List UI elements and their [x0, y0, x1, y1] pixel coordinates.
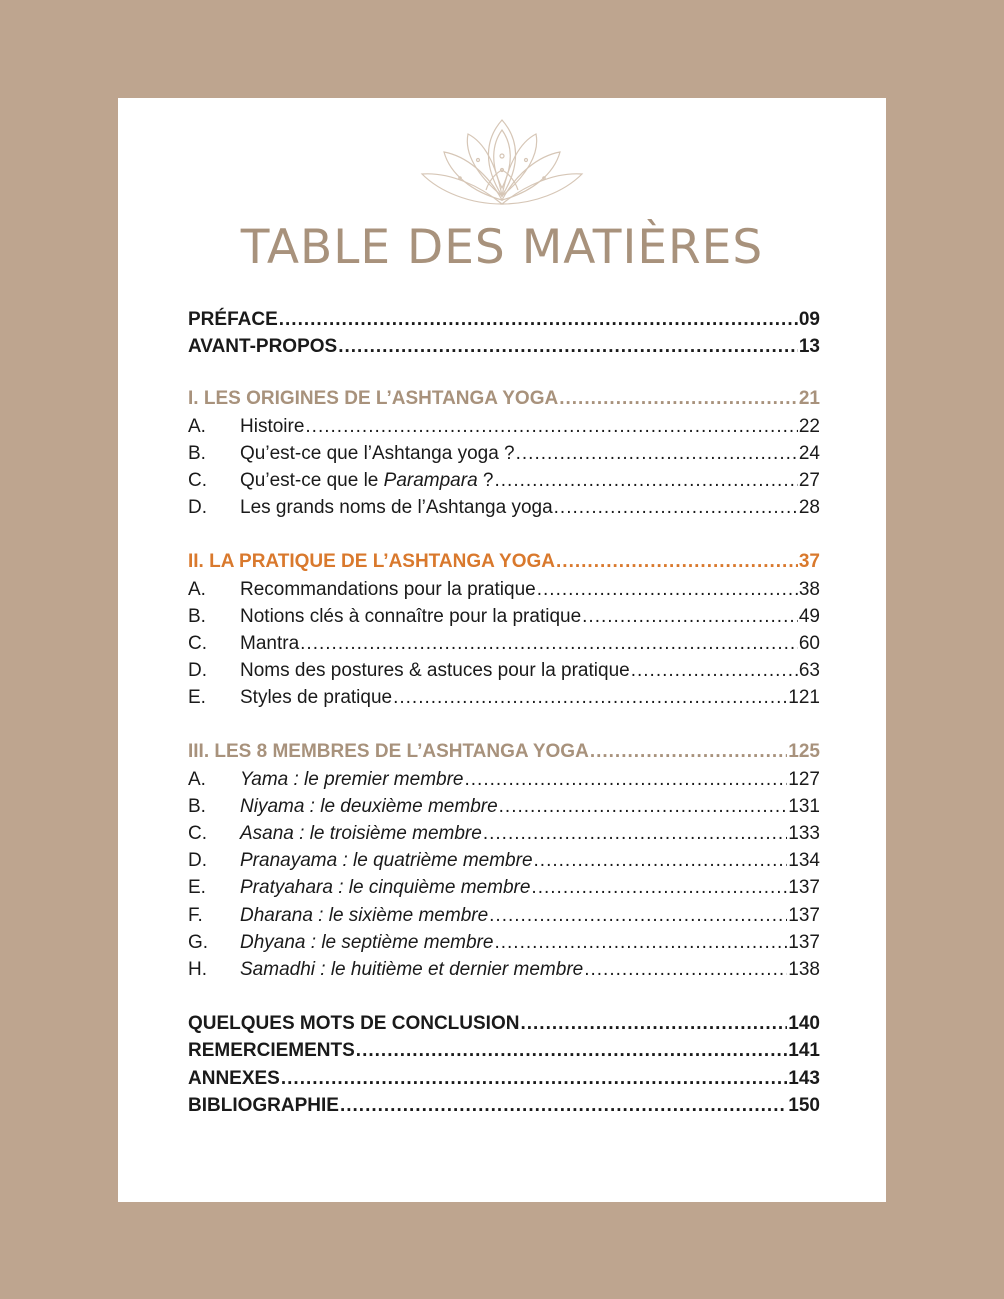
entry-label: Les grands noms de l’Ashtanga yoga [240, 497, 553, 519]
dot-leader [340, 1092, 787, 1119]
entry-label: Mantra [240, 632, 300, 654]
dot-leader [489, 902, 787, 929]
entry-page: 138 [788, 958, 820, 980]
entry-letter: B. [188, 605, 206, 627]
entry-label: ANNEXES [188, 1067, 280, 1089]
entry-page: 60 [798, 632, 820, 654]
toc-entry[interactable] [188, 440, 820, 467]
toc-entry-conclusion[interactable] [188, 1010, 820, 1037]
entry-page: 121 [788, 687, 820, 709]
entry-letter: A. [188, 578, 206, 600]
toc-entry-avant-propos[interactable] [188, 333, 820, 360]
dot-leader [559, 385, 798, 412]
section-title: II. LA PRATIQUE DE L’ASHTANGA YOGA [188, 551, 556, 573]
dot-leader [495, 467, 798, 494]
entry-label: Niyama : le deuxième membre [240, 795, 498, 817]
entry-page: 140 [788, 1013, 820, 1035]
entry-label: AVANT-PROPOS [188, 336, 338, 358]
dot-leader [590, 738, 787, 765]
toc-entry[interactable] [188, 413, 820, 440]
dot-leader [554, 494, 798, 521]
toc-entry[interactable] [188, 494, 820, 521]
entry-label: Dhyana : le septième membre [240, 931, 494, 953]
entry-letter: G. [188, 931, 209, 953]
entry-label: Qu’est-ce que l’Ashtanga yoga ? [240, 442, 515, 464]
entry-letter: B. [188, 795, 206, 817]
section-title: I. LES ORIGINES DE L’ASHTANGA YOGA [188, 388, 559, 410]
entry-page: 127 [788, 768, 820, 790]
entry-letter: C. [188, 632, 207, 654]
entry-page: 143 [788, 1067, 820, 1089]
entry-letter: A. [188, 768, 206, 790]
entry-letter: H. [188, 958, 207, 980]
entry-page: 133 [788, 823, 820, 844]
section-page: 21 [798, 388, 820, 410]
entry-label: Recommandations pour la pratique [240, 578, 536, 600]
entry-letter: C. [188, 469, 207, 491]
entry-label: Pratyahara : le cinquième membre [240, 877, 531, 899]
entry-page: 38 [798, 578, 820, 600]
entry-label: Pranayama : le quatrième membre [240, 850, 533, 872]
toc-entry[interactable] [188, 684, 820, 711]
entry-label: REMERCIEMENTS [188, 1040, 355, 1062]
entry-letter: E. [188, 687, 206, 709]
entry-label: Notions clés à connaître pour la pratique [240, 605, 582, 627]
section-heading-membres[interactable] [188, 738, 820, 765]
lotus-icon [416, 116, 588, 208]
section-heading-origines[interactable] [188, 385, 820, 412]
dot-leader [279, 306, 798, 333]
section-title: III. LES 8 MEMBRES DE L’ASHTANGA YOGA [188, 741, 589, 763]
dot-leader [537, 576, 798, 603]
entry-label: Histoire [240, 415, 305, 437]
entry-page: 137 [788, 931, 820, 953]
entry-label: Qu’est-ce que le Parampara ? [240, 469, 494, 491]
entry-letter: D. [188, 497, 207, 519]
toc-entry[interactable] [188, 956, 820, 983]
page-sheet [118, 98, 886, 1202]
toc-entry[interactable] [188, 793, 820, 820]
toc-entry[interactable] [188, 630, 820, 657]
section-page: 125 [788, 741, 820, 763]
entry-page: 141 [788, 1040, 820, 1062]
page-title: TABLE DES MATIÈRES [240, 220, 764, 275]
dot-leader [483, 820, 787, 847]
section-page: 37 [798, 551, 820, 573]
entry-page: 131 [788, 795, 820, 817]
dot-leader [584, 956, 787, 983]
dot-leader [356, 1037, 788, 1064]
dot-leader [494, 929, 787, 956]
toc-entry[interactable] [188, 902, 820, 929]
section-heading-pratique[interactable] [188, 548, 820, 575]
entry-label: Noms des postures & astuces pour la pratique [240, 660, 630, 682]
toc-entry-annexes[interactable] [188, 1065, 820, 1092]
toc-entry-bibliographie[interactable] [188, 1092, 820, 1119]
entry-label: Samadhi : le huitième et dernier membre [240, 958, 584, 980]
toc-entry[interactable] [188, 766, 820, 793]
entry-page: 24 [798, 442, 820, 464]
entry-label: Yama : le premier membre [240, 768, 464, 790]
entry-letter: C. [188, 823, 207, 844]
entry-letter: D. [188, 850, 207, 872]
toc-entry[interactable] [188, 467, 820, 494]
entry-page: 137 [788, 904, 820, 926]
entry-page: 13 [798, 336, 820, 358]
toc-entry[interactable] [188, 603, 820, 630]
entry-page: 134 [788, 850, 820, 872]
dot-leader [499, 793, 788, 820]
entry-page: 137 [788, 877, 820, 899]
dot-leader [582, 603, 798, 630]
toc-entry[interactable] [188, 820, 820, 847]
entry-page: 09 [798, 309, 820, 330]
toc-entry-remerciements[interactable] [188, 1037, 820, 1064]
entry-page: 63 [798, 660, 820, 682]
dot-leader [281, 1065, 787, 1092]
toc-entry[interactable] [188, 576, 820, 603]
dot-leader [300, 630, 798, 657]
dot-leader [531, 874, 787, 901]
entry-label: Asana : le troisième membre [240, 823, 482, 844]
dot-leader [393, 684, 787, 711]
toc-entry[interactable] [188, 657, 820, 684]
entry-label: BIBLIOGRAPHIE [188, 1094, 339, 1116]
entry-page: 22 [798, 415, 820, 437]
toc-entry[interactable] [188, 929, 820, 956]
entry-label: QUELQUES MOTS DE CONCLUSION [188, 1013, 520, 1035]
entry-page: 150 [788, 1094, 820, 1116]
dot-leader [338, 333, 798, 360]
entry-letter: B. [188, 442, 206, 464]
entry-label: Styles de pratique [240, 687, 393, 709]
dot-leader [534, 847, 788, 874]
toc-entry-preface[interactable] [188, 306, 820, 333]
dot-leader [631, 657, 798, 684]
dot-leader [305, 413, 797, 440]
table-of-contents [188, 306, 820, 1119]
dot-leader [556, 548, 798, 575]
entry-page: 27 [798, 469, 820, 491]
entry-label: PRÉFACE [188, 309, 278, 330]
entry-letter: D. [188, 660, 207, 682]
entry-page: 28 [798, 497, 820, 519]
entry-page: 49 [798, 605, 820, 627]
entry-letter: F. [188, 904, 203, 926]
entry-letter: A. [188, 415, 206, 437]
toc-entry[interactable] [188, 847, 820, 874]
dot-leader [520, 1010, 787, 1037]
toc-entry[interactable] [188, 874, 820, 901]
entry-letter: E. [188, 877, 206, 899]
entry-label: Dharana : le sixième membre [240, 904, 489, 926]
dot-leader [516, 440, 798, 467]
dot-leader [465, 766, 788, 793]
